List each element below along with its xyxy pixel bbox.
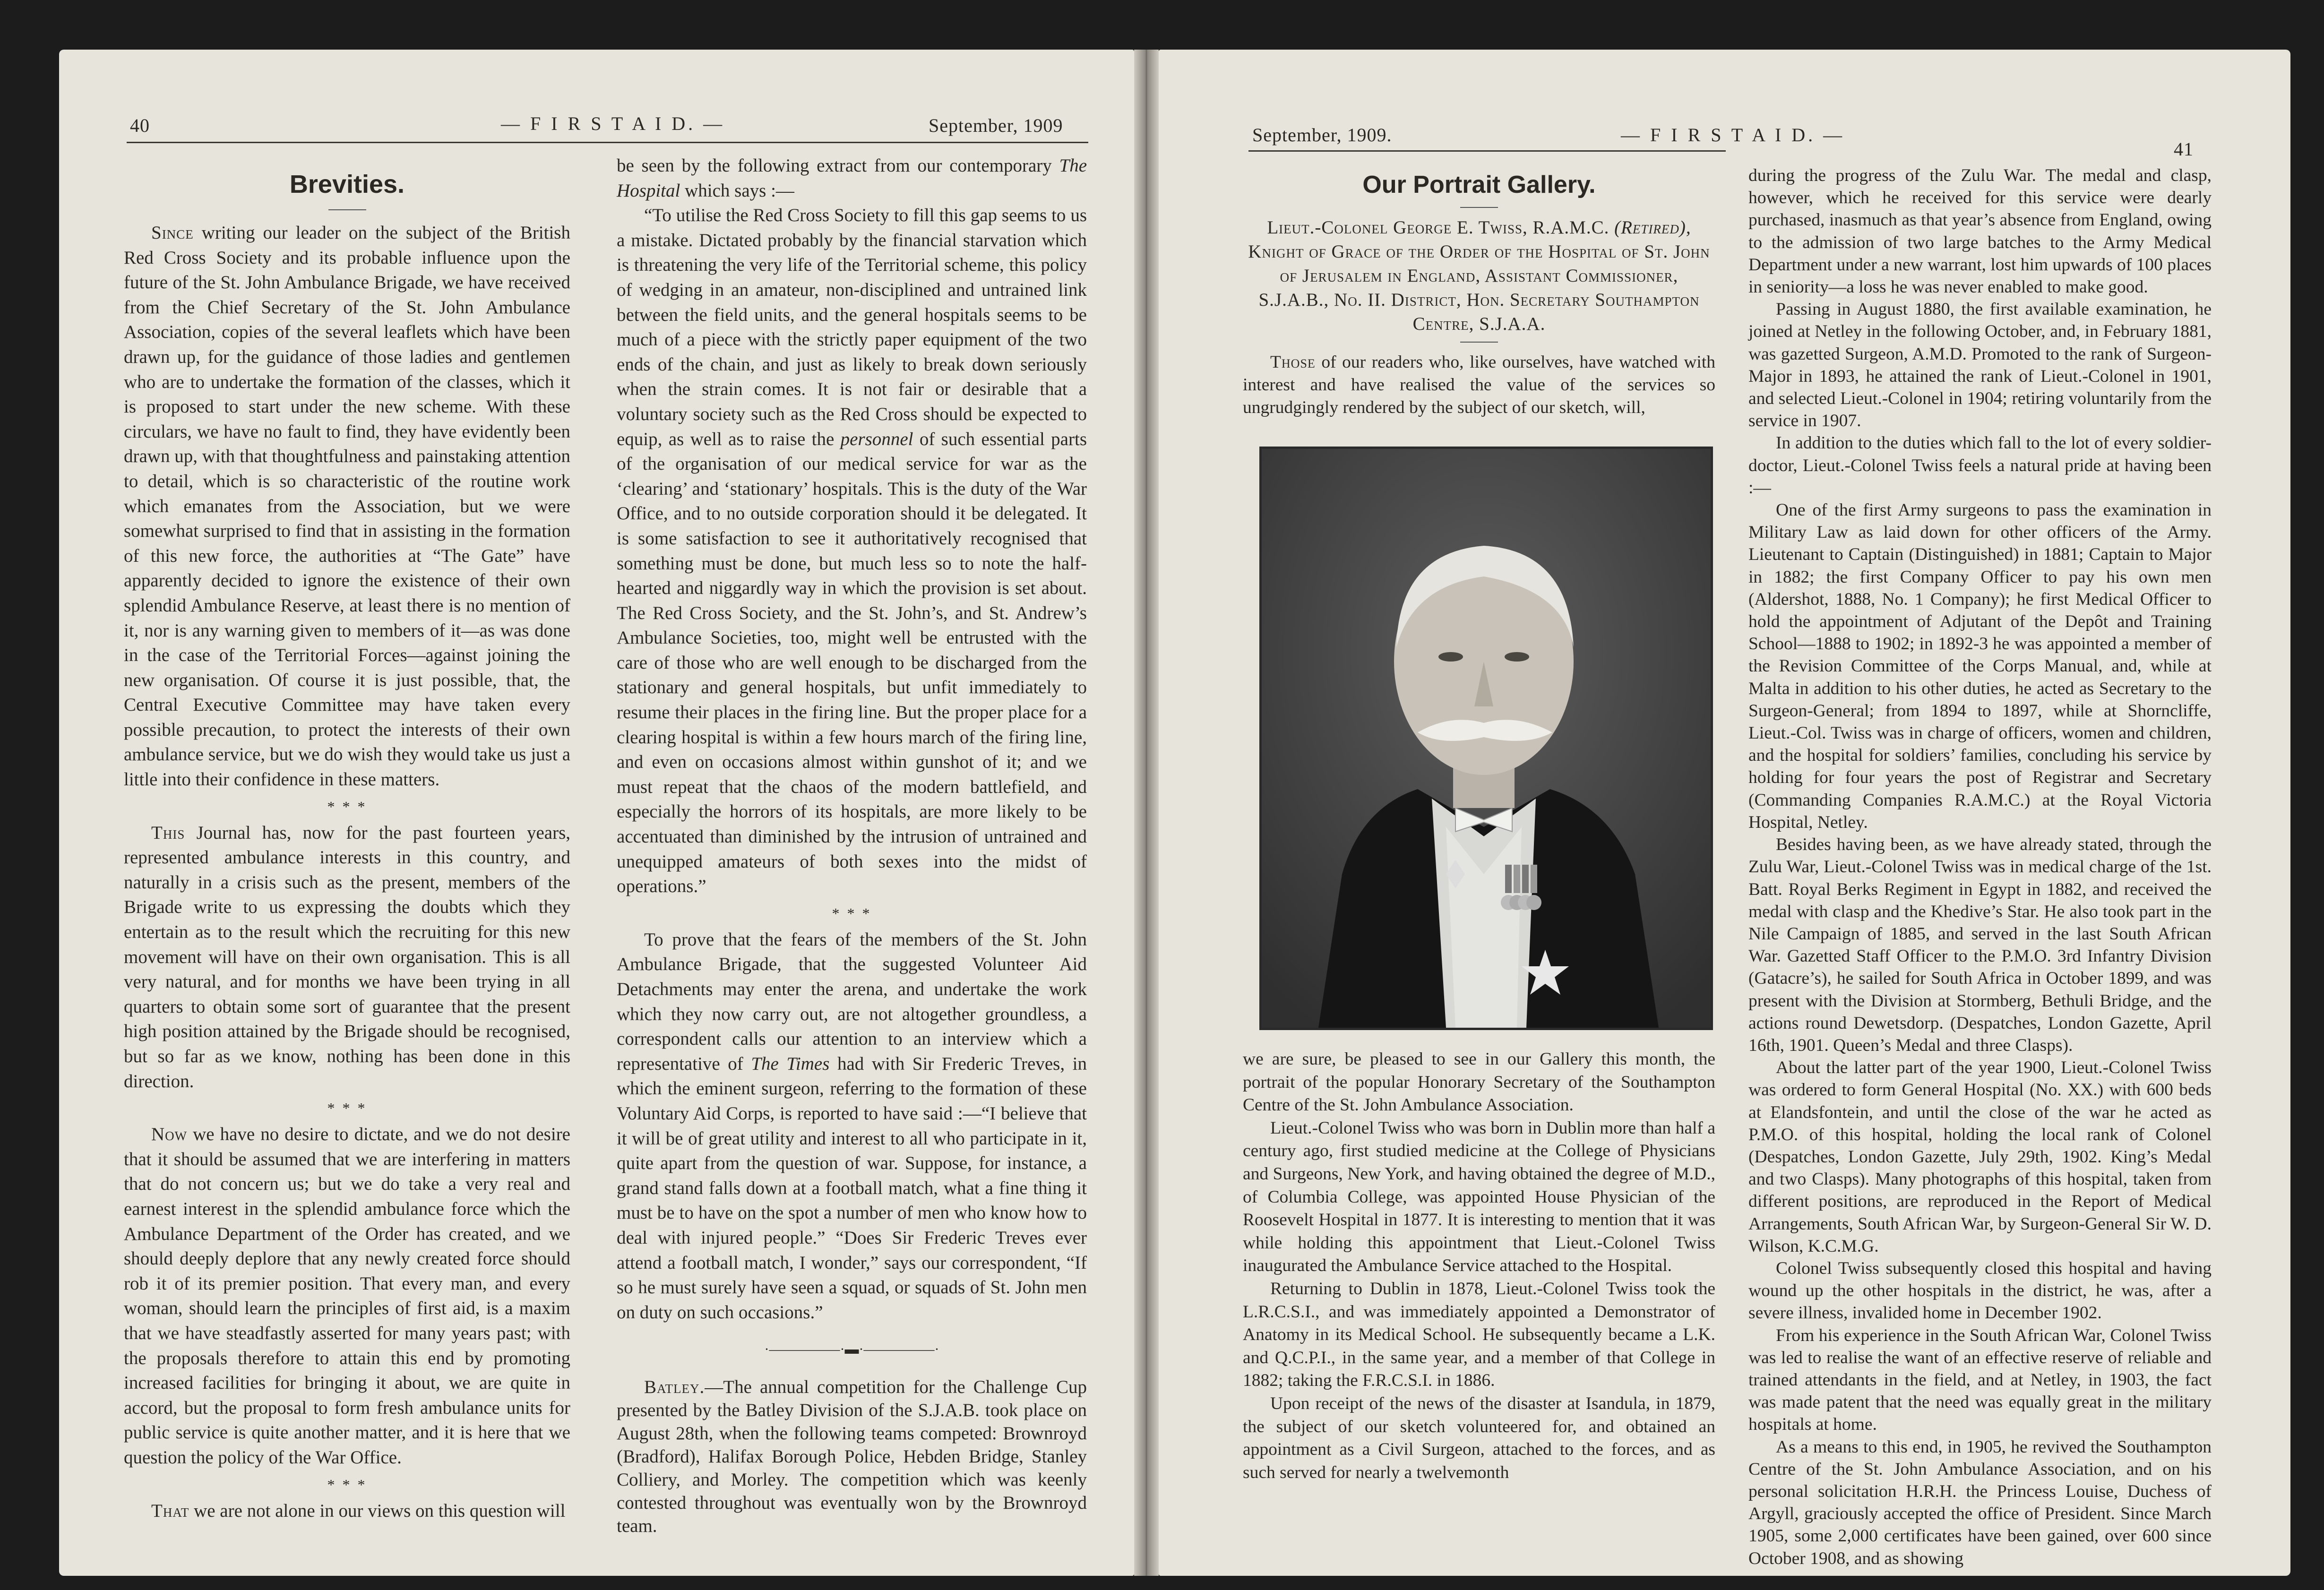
paragraph: Returning to Dublin in 1878, Lieut.-Colonel Twiss took the L.R.C.S.I., and was immediately appointed a Demonstrator of Anatomy in its Medical School. He subsequently became a L.K. and Q.C.P.I., in the same year, and a member of that College in 1882; taking the F.R.C.S.I. in 1886. <box>1243 1279 1715 1391</box>
header-rule-right <box>1248 150 1726 152</box>
asterism: * * * <box>832 904 872 922</box>
paragraph-batley: Batley.—The annual competition for the Challenge Cup presented by the Batley Division of the S.J.A.B. took place on August 28th, when the following teams competed: Brownroyd (Bradford), Halifax Borough Police, Hebden Bridge, Stanley Colliery, and Morley. The competition which was keenly contested throughout was eventually won by the Brownroyd team. <box>617 1376 1087 1536</box>
paragraph: As a means to this end, in 1905, he revived the Southampton Centre of the St. John Ambulance Association, and on his personal solicitation H.R.H. the Princess Louise, Duchess of Argyll, graciously accepted the office of President. Since March 1905, some 2,000 certificates have been gained, over 600 since October 1908, and as showing <box>1748 1437 2212 1568</box>
article-title-brevities: Brevities. <box>289 170 405 198</box>
title-divider <box>1460 207 1498 208</box>
paragraph: From his experience in the South African War, Colonel Twiss was led to realise the want of an effective reserve of reliable and trained attendants in the field, and at Netley, in 1903, the fact was made patent that the need was equally great in the military hospitals at home. <box>1748 1325 2212 1435</box>
paragraph: In addition to the duties which fall to the lot of every soldier-doctor, Lieut.-Colonel Twiss feels a natural pride at having been :— <box>1748 433 2212 498</box>
page-number-right: 41 <box>2174 138 2194 160</box>
asterism: * * * <box>327 1476 367 1493</box>
paragraph: Colonel Twiss subsequently closed this hospital and having wound up the other hospitals in the district, he was, after a severe illness, invalided home in December 1902. <box>1748 1258 2212 1323</box>
portrait-subject-heading: Lieut.-Colonel George E. Twiss, R.A.M.C. (Retired), Knight of Grace of the Order of the Hospital of St. John of Jerusalem in England, Assistant Commissioner, S.J.A.B., No. II. District, Hon. Secretary Southampton Centre, S.J.A.A. <box>1248 217 1710 334</box>
asterism: * * * <box>327 798 367 815</box>
paragraph: Besides having been, as we have already stated, through the Zulu War, Lieut.-Colonel Twiss was in medical charge of the 1st. Batt. Royal Berks Regiment in Egypt in 1882, and received the medal with clasp and the Khedive’s Star. He also took part in the Nile Campaign of 1885, and served in the last South African War. Gazetted Staff Officer to the P.M.O. 3rd Infantry Division (Gatacre’s), he sailed for South Africa in October 1899, and was present with the Division at Stormberg, Bethuli Bridge, and the actions round Dewetsdorp. (Despatches, London Gazette, April 16th, 1901. Queen’s Medal and three Clasps). <box>1748 835 2212 1055</box>
section-dingbat: ·—————·▬·—————· <box>764 1341 939 1358</box>
paragraph: be seen by the following extract from our contemporary The Hospital which says :— <box>617 155 1087 201</box>
left-column-2 <box>617 154 1087 1538</box>
date-left: September, 1909 <box>929 115 1063 136</box>
paragraph: This Journal has, now for the past fourteen years, represented ambulance interests in this country, and naturally in a crisis such as the present, members of the Brigade write to us expressing the doubts which they entertain as to the result which the recruiting for this new movement will have on their own organisation. This is all very natural, and for months we have been trying in all quarters to obtain some sort of guarantee that the present high position attained by the Brigade should be recognised, but so far as we know, nothing has been done in this direction. <box>124 822 570 1092</box>
running-head-left: — F I R S T A I D. — <box>501 113 725 134</box>
right-column-1-top <box>1243 169 1715 419</box>
running-head-right: — F I R S T A I D. — <box>1621 124 1845 146</box>
date-right: September, 1909. <box>1252 124 1392 146</box>
quoted-paragraph: “To utilise the Red Cross Society to fill this gap seems to us a mistake. Dictated probably by the financial starvation which is threatening the very life of the Territorial scheme, this policy of wedging in an amateur, non-disciplined and untrained link between the field units, and the general hospitals seems to be much of a piece with the strictly paper equipment of the two ends of the chain, and just as likely to break down seriously when the strain comes. It is not fair or desirable that a voluntary society such as the Red Cross should be expected to equip, as well as to raise the personnel of such essential parts of the organisation of our medical service for war as the ‘clearing’ and ‘stationary’ hospitals. This is the duty of the War Office, and to no outside corporation should it be delegated. It is some satisfaction to see it authoritatively recognised that something must be done, but much less so to note the half-hearted and niggardly way in which the provision is set about. The Red Cross Society, and the St. John’s, and St. Andrew’s Ambulance Societies, too, might well be entrusted with the care of those who are well enough to be discharged from the stationary and general hospitals, but unfit immediately to resume their places in the firing line. But the proper place for a clearing hospital is within a few hours march of the firing line, and even on occasions almost within gunshot of it; and we must repeat that the chaos of the modern battlefield, and especially the horrors of its hospitals, are more likely to be accentuated than diminished by the intrusion of untrained and unequipped amateurs of both sexes into the midst of operations.” <box>617 205 1087 897</box>
paragraph: That we are not alone in our views on this question will <box>151 1500 566 1521</box>
paragraph: we are sure, be pleased to see in our Gallery this month, the portrait of the popular Honorary Secretary of the Southampton Centre of the St. John Ambulance Association. <box>1243 1049 1715 1115</box>
book-spine <box>1134 50 1159 1576</box>
header-rule-left <box>127 142 1088 143</box>
paragraph: Now we have no desire to dictate, and we do not desire that it should be assumed that we are interfering in matters that do not concern us; but we do take a very real and earnest interest in the splendid ambulance force which the Ambulance Department of the Order has created, and we should deeply deplore that any newly created force should rob it of its premier position. That every man, and every woman, should learn the principles of first aid, is a maxim that we have steadfastly asserted for many years past; with the proposals therefore to attain this end by promoting increased facilities for bringing it about, we are quite in accord, but the proposal to form fresh ambulance units for public service is quite another matter, and it is here that we question the policy of the War Office. <box>124 1124 570 1468</box>
asterism: * * * <box>327 1100 367 1117</box>
paragraph: Lieut.-Colonel Twiss who was born in Dublin more than half a century ago, first studied medicine at the College of Physicians and Surgeons, New York, and having obtained the degree of M.D., of Columbia College, was appointed House Physician of the Roosevelt Hospital in 1877. It is interesting to mention that it was while holding this appointment that Lieut.-Colonel Twiss inaugurated the Ambulance Service attached to the Hospital. <box>1243 1118 1715 1276</box>
paragraph: One of the first Army surgeons to pass the examination in Military Law as laid down for other officers of the Army. Lieutenant to Captain (Distinguished) in 1881; Captain to Major in 1882; the first Company Officer to pay his own men (Aldershot, 1888, No. 1 Company); he first Medical Officer to hold the appointment of Adjutant of the Depôt and Training School—1888 to 1902; in 1892-3 he was appointed a member of the Revision Committee of the Corps Manual, and, while at Malta in addition to his other duties, he acted as Secretary to the Surgeon-General; from 1894 to 1897, while at Shorncliffe, Lieut.-Col. Twiss was in charge of officers, women and children, and the hospital for soldiers’ families, concluding his service by holding for four years the post of Registrar and Secretary (Commanding Companies R.A.M.C.) at the Royal Victoria Hospital, Netley. <box>1748 500 2212 832</box>
paragraph: during the progress of the Zulu War. The medal and clasp, however, which he received for this service were dearly purchased, inasmuch as that year’s absence from England, owing to the admission of two large batches to the Army Medical Department under a new warrant, lost him upwards of 100 places in seniority—a loss he was never enabled to make good. <box>1748 166 2212 297</box>
portrait-illustration <box>1262 449 1711 1028</box>
paragraph: Passing in August 1880, the first available examination, he joined at Netley in the following October, and, in February 1881, was gazetted Surgeon, A.M.D. Promoted to the rank of Surgeon-Major in 1893, he attained the rank of Lieut.-Colonel in 1901, and selected Lieut.-Colonel in 1904; retiring voluntarily from the service in 1907. <box>1748 300 2212 431</box>
intro-paragraph: Those of our readers who, like ourselves, have watched with interest and have realised the value of the services so ungrudgingly rendered by the subject of our sketch, will, <box>1243 352 1715 417</box>
portrait-photo <box>1259 447 1713 1030</box>
paragraph: Since writing our leader on the subject of the British Red Cross Society and its probable influence upon the future of the St. John Ambulance Brigade, we have received from the Chief Secretary of the St. John Ambulance Association, copies of the several leaflets which have been drawn up, for the guidance of those ladies and gentlemen who are to undertake the formation of the classes, which it is proposed to start under the new scheme. With these circulars, we have no fault to find, they have evidently been drawn up, with that thoughtfulness and painstaking attention to detail, which is so characteristic of the routine work which emanates from the Association, but we were somewhat surprised to find that in assisting in the formation of this new force, the authorities at “The Gate” have apparently decided to ignore the existence of their own splendid Ambulance Reserve, at least there is no mention of it, nor is any warning given to members of it—as was done in the case of the Territorial Forces—against joining the new organisation. Of course it is just possible, that, the Central Executive Committee may have taken every possible precaution, to protect the interests of their own ambulance service, but we do wish they would take us just a little into their confidence in these matters. <box>124 223 570 790</box>
article-title-portrait-gallery: Our Portrait Gallery. <box>1362 171 1596 198</box>
right-column-2 <box>1748 164 2212 1570</box>
paragraph: About the latter part of the year 1900, Lieut.-Colonel Twiss was ordered to form General Hospital (No. XX.) with 600 beds at Elandsfontein, and until the close of the war he acted as P.M.O. of this hospital, holding the local rank of Colonel (Despatches, London Gazette, July 29th, 1902. King’s Medal and two Clasps). Many photographs of this hospital, taken from different positions, are reproduced in the Report of Medical Arrangements, South African War, by Surgeon-General Sir W. D. Wilson, K.C.M.G. <box>1748 1058 2212 1256</box>
right-column-1-bottom <box>1243 1048 1715 1484</box>
subject-divider <box>1460 342 1498 343</box>
paragraph: To prove that the fears of the members of the St. John Ambulance Brigade, that the suggested Volunteer Aid Detachments may enter the arena, and undertake the work which they now carry out, are not altogether groundless, a correspondent calls our attention to an interview which a representative of The Times had with Sir Frederic Treves, in which the eminent surgeon, referring to the formation of these Voluntary Aid Corps, is reported to have said :—“I believe that it will be of great utility and interest to all who participate in it, quite apart from the question of war. Suppose, for instance, a grand stand falls down at a football match, what a fine thing it must be to have on the spot a number of men who know how to deal with injured people.” “Does Sir Frederic Treves ever attend a football match, I wonder,” says our correspondent, “If so he must surely have seen a squad, or squads of St. John men on duty on such occasions.” <box>617 929 1087 1323</box>
title-divider <box>328 209 366 210</box>
left-column-1 <box>124 168 570 1523</box>
paragraph: Upon receipt of the news of the disaster at Isandula, in 1879, the subject of our sketch volunteered for, and obtained an appointment as a Civil Surgeon, attached to the forces, and as such served for nearly a twelvemonth <box>1243 1393 1715 1482</box>
page-number-left: 40 <box>130 115 150 136</box>
